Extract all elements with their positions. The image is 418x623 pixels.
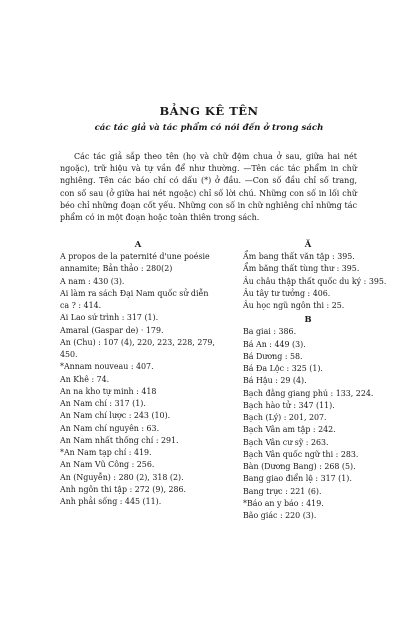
index-entry [243,276,387,288]
entry-page-ref: : 386. [270,327,297,337]
entry-page-ref: : 419. [298,498,324,508]
section-letter-b: B [304,314,312,325]
entry-name: *Báo an y báo [243,498,299,508]
entry-name: An Nam chí lược [60,411,127,421]
entry-page-ref: : 25. [324,301,345,310]
entry-page-ref: : 107 (4), 220, 223, 228, 279, 450. [60,337,215,359]
index-list-a [60,251,216,508]
index-entry [60,312,216,324]
entry-page-ref: : 243 (10). [126,411,171,421]
entry-page-ref: : 220 (3). [277,511,317,520]
entry-name: Bá Dương [243,351,283,361]
index-entry [243,288,373,300]
entry-name: A propos de la paternité d'une poésie annamite; Bản thảo [60,252,210,274]
index-entry [60,496,216,508]
entry-page-ref: : 414. [75,301,102,310]
index-entry [60,410,216,422]
entry-name: Ba giai [243,327,271,337]
index-entry [243,437,373,449]
index-entry [243,388,373,400]
entry-name: *An Nam tạp chí [60,448,127,457]
entry-name: Anh ngôn thi tập [60,484,128,494]
index-entry [243,363,373,375]
index-entry [243,400,373,412]
entry-name: Bá Đa Lộc [243,364,285,373]
entry-name: Bạch (Lý) [243,413,282,422]
entry-name: An Nam Vũ Công [60,460,130,470]
index-column-right [243,237,387,522]
index-entry [243,461,373,473]
entry-page-ref: : 325 (1). [284,364,323,373]
index-entry [60,447,216,459]
entry-page-ref: : 406. [305,288,331,298]
entry-name: Bạch hào tử [243,400,291,410]
entry-page-ref: : 419. [126,448,152,457]
entry-name: An Nam chí nguyên [60,423,139,433]
index-entry [60,288,216,313]
index-entry [60,374,216,386]
index-entry [60,251,216,276]
entry-name: Âu học ngũ ngôn thi [243,301,325,310]
index-entry [60,459,216,471]
section-letter-a-breve: Ă [304,239,312,249]
index-entry [243,412,373,424]
entry-page-ref: : 445 (11). [117,497,162,506]
entry-name: Bạch đằng giang phú [243,388,329,398]
entry-page-ref: : 418 [133,386,157,396]
index-entry [243,300,373,312]
entry-name: Ẩm băng thất tùng thư [243,264,335,274]
entry-name: Bàn (Dương Bang) [243,462,317,471]
entry-page-ref: : 256. [129,460,155,470]
index-entry [60,423,216,435]
index-entry [243,351,373,363]
entry-page-ref: : 268 (5). [316,462,356,471]
entry-page-ref: : 347 (11). [290,400,335,410]
entry-page-ref: : 272 (9), 286. [127,484,187,494]
entry-page-ref: : 317 (1). [106,399,146,408]
entry-page-ref: : 317 (1). [312,474,352,484]
page-subtitle: các tác giả và tác phẩm có nói đến ở trong sách [94,123,324,133]
entry-page-ref: : 280(2) [138,264,173,274]
entry-page-ref: : 280 (2), 318 (2). [110,472,184,482]
entry-name: *Annam nouveau [60,362,129,372]
index-column-left [60,237,216,508]
entry-name: Âu tây tư tưởng [243,288,306,298]
entry-page-ref: : 242. [310,425,336,435]
index-entry [243,486,373,498]
entry-page-ref: : 133, 224. [328,388,374,398]
index-entry [243,375,373,387]
entry-page-ref: : 449 (3). [266,339,306,349]
entry-name: Ai Lao sứ trình [60,313,120,323]
entry-name: An (Nguyễn) [60,472,111,482]
index-entry [243,424,373,436]
entry-page-ref: : 29 (4). [272,376,307,386]
entry-page-ref: : 395. [361,276,387,286]
index-entry [243,263,373,275]
entry-page-ref: : 283. [333,449,359,459]
index-entry [60,472,216,484]
entry-name: An Nam nhất thống chí [60,435,154,445]
index-entry [243,251,373,263]
entry-name: An (Chu) [60,337,96,347]
index-entry [60,276,216,288]
entry-page-ref: : 291. [153,435,179,445]
entry-name: Bá Hậu [243,376,273,386]
entry-page-ref: : 221 (6). [282,486,322,496]
entry-page-ref: : 74. [88,374,110,384]
entry-name: Amaral (Gaspar de) [60,325,139,335]
section-letter-a: A [134,239,142,249]
entry-name: Bạch Vân am tập [243,425,311,435]
index-entry [243,498,373,510]
entry-page-ref: : 430 (3). [85,276,125,286]
index-entry [60,398,216,410]
entry-name: Ai làm ra sách Đại Nam quốc sử diễn ca ? [60,288,209,310]
entry-page-ref: : 395. [334,264,360,274]
entry-page-ref: : 201, 207. [281,413,327,422]
index-entry [60,337,216,362]
entry-page-ref: : 63. [138,423,160,433]
entry-page-ref: : 407. [128,362,154,372]
page-title: BẢNG KÊ TÊN [159,104,259,118]
entry-page-ref: : 263. [303,437,329,447]
index-entry [243,339,373,351]
entry-page-ref: : 58. [282,351,303,361]
index-entry [243,326,373,338]
entry-name: Bạch Vân quốc ngữ thi [243,449,334,459]
entry-name: An Nam chí [60,399,107,408]
entry-name: Bão giác [243,511,278,520]
index-entry [243,473,373,485]
index-list-a-breve [243,251,387,312]
entry-name: Bang giao điển lệ [243,474,313,484]
intro-paragraph [60,151,357,224]
entry-name: An Khê [60,374,89,384]
entry-page-ref: · 179. [138,325,164,335]
entry-name: Ẩm bang thất văn tập [243,252,330,261]
entry-name: Anh phải sống [60,497,118,506]
entry-name: Bạch Vân cư sỹ [243,437,304,447]
index-list-b [243,326,373,522]
entry-name: Bang trực [243,486,283,496]
entry-name: Bá An [243,339,267,349]
entry-name: A nam [60,276,86,286]
index-entry [243,510,373,522]
index-entry [243,449,373,461]
entry-name: Âu châu thập thất quốc du ký [243,276,362,286]
index-entry [60,435,216,447]
index-entry [60,325,216,337]
index-entry [60,361,216,373]
entry-name: An na kho tự minh [60,386,134,396]
index-entry [60,484,216,496]
index-entry [60,386,216,398]
intro-text: Các tác giả sắp theo tên (họ và chữ đệm chua ở sau, giữa hai nét ngoặc), trữ hiệu và tự vần để như thường. —Tên các tác phẩm in chữ nghiêng. Tên các báo chí có dấu (*) ở đầu. —Con số đầu chỉ số trang, con số sau (ở giữa hai nét ngoặc) chỉ số lời chú. Những con số in lối chữ béo chỉ những đoạn cốt yếu. Những con số in chữ nghiêng chỉ những tác phẩm có in một đoạn hoặc toàn thiên trong sách. [60,152,357,223]
entry-page-ref: : 317 (1). [119,313,159,323]
entry-page-ref: : 395. [329,252,355,261]
